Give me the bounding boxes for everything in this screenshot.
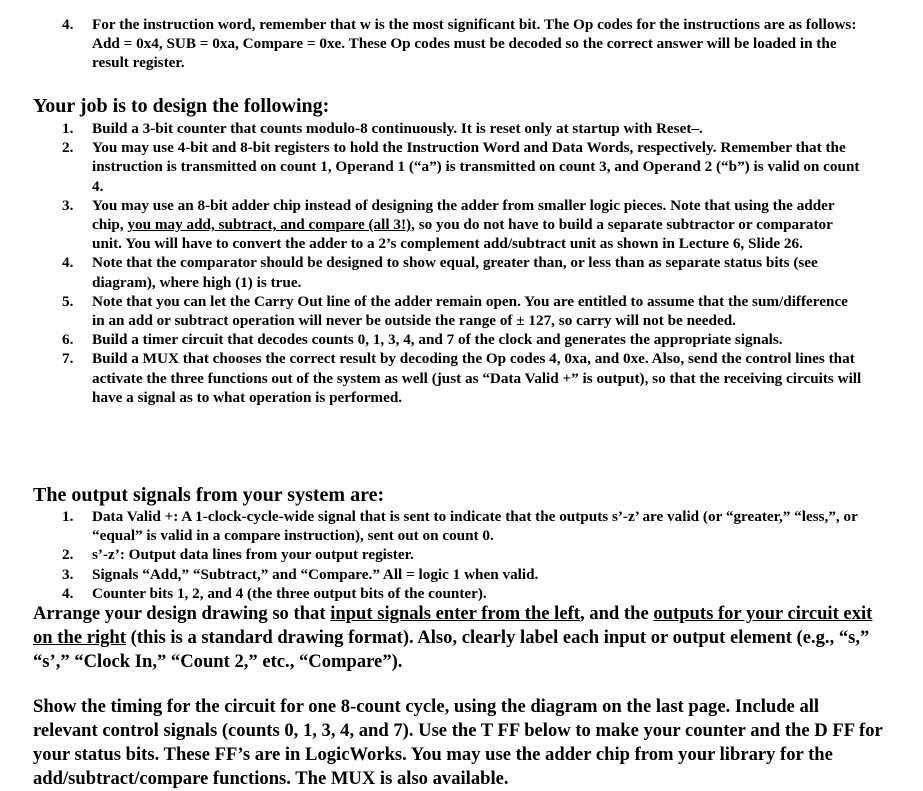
item-text: Build a MUX that chooses the correct result by decoding the Op codes 4, 0xa, and 0xe. Also, send the control lines that activate the three functions out of the system as well (just as “Data Valid +” is output), so that the receiving circuits will have a signal as to what operation is performed. xyxy=(92,350,862,406)
timing-section xyxy=(0,695,923,791)
list-item xyxy=(0,565,923,584)
section-heading: The output signals from your system are: xyxy=(33,484,385,506)
section-heading: Your job is to design the following: xyxy=(33,95,330,117)
item-number: 3. xyxy=(62,196,74,214)
item-text: Note that the comparator should be designed to show equal, greater than, or less than as separate status bits (see diagram), where high (1) is true. xyxy=(92,254,818,291)
list-item xyxy=(0,253,923,291)
item-number: 7. xyxy=(62,350,74,368)
intro-section xyxy=(0,15,923,73)
list-item xyxy=(0,292,923,330)
job-section xyxy=(0,94,923,407)
item-number: 4. xyxy=(62,584,74,602)
item-number: 4. xyxy=(62,254,74,272)
list-item xyxy=(0,349,923,407)
item-text: Build a timer circuit that decodes counts 0, 1, 3, 4, and 7 of the clock and generates the appropriate signals. xyxy=(92,331,783,349)
item-text: Note that you can let the Carry Out line of the adder remain open. You are entitled to assume that the sum/difference in an add or subtract operation will never be outside the range of ± 127, so carry will not be needed. xyxy=(92,292,848,330)
timing-paragraph: Show the timing for the circuit for one 8-count cycle, using the diagram on the last page. Include all relevant control signals (counts 0, 1, 3, 4, and 7). Use the T FF below to make your counter and the D FF for your status bits. These FF’s are in LogicWorks. You may use the adder chip from your library for the add/subtract/compare functions. The MUX is also available. xyxy=(33,696,883,789)
item-text: You may use an 8-bit adder chip instead of designing the adder from smaller logic pieces. Note that using the adder chip, xyxy=(92,196,835,234)
underlined-text: you may add, subtract, and compare (all 3!) xyxy=(127,216,412,234)
item-text: s’-z’: Output data lines from your output register. xyxy=(92,546,414,564)
item-number: 2. xyxy=(62,546,74,564)
list-item xyxy=(0,119,923,138)
underlined-text: input signals enter from the left xyxy=(330,603,580,624)
item-number: 1. xyxy=(62,508,74,525)
list-item xyxy=(0,196,923,254)
outputs-section xyxy=(0,483,923,603)
list-item xyxy=(0,15,923,73)
item-text: Build a 3-bit counter that counts modulo-8 continuously. It is reset only at startup with Reset–. xyxy=(92,120,703,137)
item-text: You may use 4-bit and 8-bit registers to hold the Instruction Word and Data Words, respectively. Remember that the instruction is transmitted on count 1, Operand 1 (“a”) is transmitted on count 3, and Operand 2 (“b”) is valid on count 4. xyxy=(92,139,860,195)
paragraph-text: , and the xyxy=(580,603,654,624)
paragraph-text: (this is a standard drawing format). Also, clearly label each input or output element (e.g., “s,” “s’,” “Clock In,” “Count 2,” etc., “Compare”). xyxy=(33,627,870,672)
arrange-paragraph xyxy=(0,602,923,674)
item-text: Data Valid +: A 1-clock-cycle-wide signal that is sent to indicate that the outputs s’-z’ are valid (or “greater,” “less,”, or “equal” is valid in a compare instruction), sent out on count 0. xyxy=(92,508,858,545)
paragraph-text: Arrange your design drawing so that xyxy=(33,603,331,624)
item-text: , so you do not have to build a separate subtractor or comparator unit. You will have to convert the adder to a 2’s complement add/subtract unit as shown in Lecture 6, Slide 26. xyxy=(92,216,833,253)
list-item xyxy=(0,330,923,349)
list-item xyxy=(0,545,923,564)
underlined-text: outputs for your circuit exit on the right xyxy=(33,603,873,648)
item-text: Counter bits 1, 2, and 4 (the three output bits of the counter). xyxy=(92,584,487,602)
list-item xyxy=(0,584,923,603)
item-text: For the instruction word, remember that w is the most significant bit. The Op codes for the instructions are as follows: Add = 0x4, SUB = 0xa, Compare = 0xe. These Op codes must be decoded so the correct answer will be loaded in the result register. xyxy=(92,16,857,72)
item-number: 5. xyxy=(62,292,74,310)
item-text: Signals “Add,” “Subtract,” and “Compare.” All = logic 1 when valid. xyxy=(92,565,539,583)
item-number: 4. xyxy=(62,16,74,33)
list-item xyxy=(0,138,923,196)
item-number: 1. xyxy=(62,120,74,137)
list-item xyxy=(0,507,923,545)
item-number: 6. xyxy=(62,331,74,349)
item-number: 3. xyxy=(62,565,74,583)
item-number: 2. xyxy=(62,139,74,157)
arrange-section xyxy=(0,602,923,674)
